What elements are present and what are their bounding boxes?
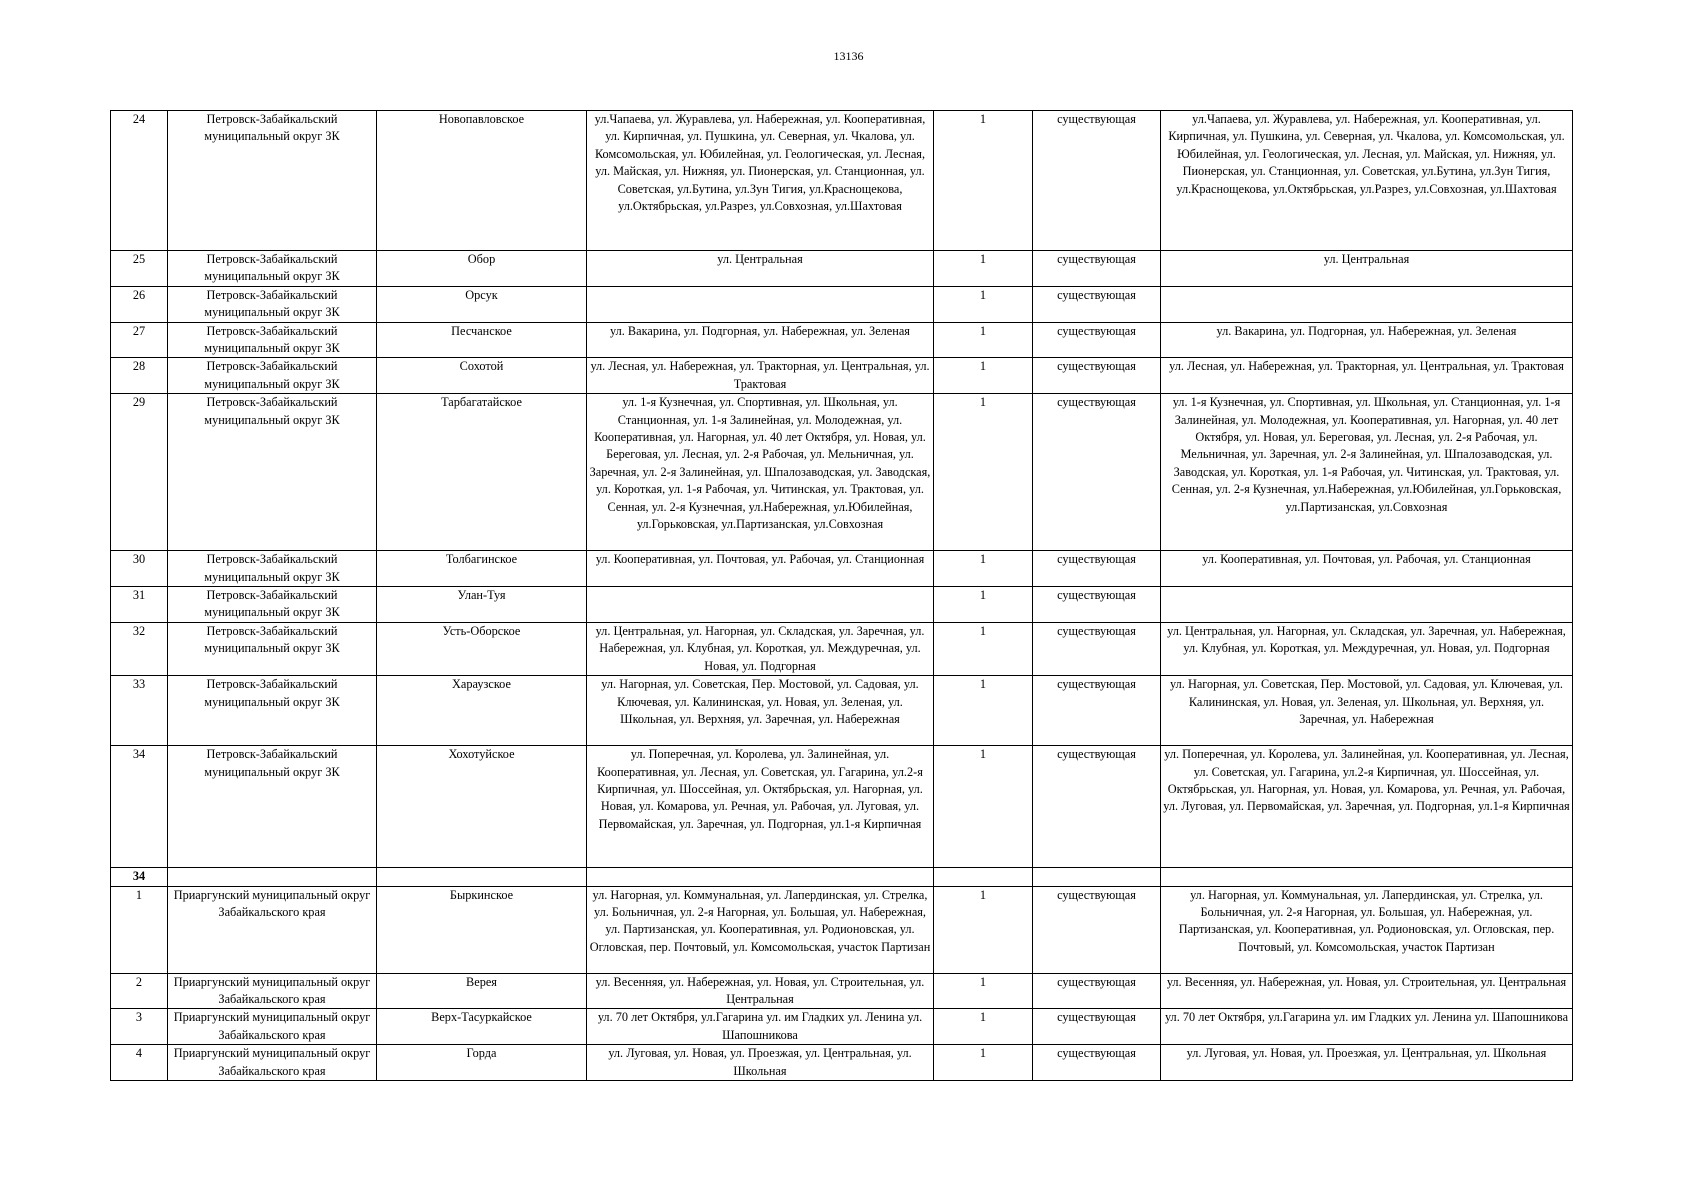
row-number: 3 xyxy=(111,1009,168,1045)
district-cell: Приаргунский муниципальный округ Забайкальского края xyxy=(168,1009,377,1045)
district-cell xyxy=(168,868,377,886)
settlement-cell: Верея xyxy=(377,973,587,1009)
streets-cell: ул. Лесная, ул. Набережная, ул. Тракторная, ул. Центральная, ул. Трактовая xyxy=(587,358,934,394)
count-cell: 1 xyxy=(934,322,1033,358)
settlement-cell: Толбагинское xyxy=(377,551,587,587)
streets-cell xyxy=(587,587,934,623)
streets-cell: ул. Нагорная, ул. Коммунальная, ул. Лапердинская, ул. Стрелка, ул. Больничная, ул. 2-я Нагорная, ул. Большая, ул. Набережная, ул. Партизанская, ул. Кооперативная, ул. Родионовская, ул. Огловская, пер. Почтовый, ул. Комсомольская, участок Партизан xyxy=(587,886,934,973)
count-cell: 1 xyxy=(934,394,1033,551)
settlement-cell: Орсук xyxy=(377,286,587,322)
streets-cell: ул. Луговая, ул. Новая, ул. Проезжая, ул. Центральная, ул. Школьная xyxy=(587,1045,934,1081)
streets-cell: ул. Вакарина, ул. Подгорная, ул. Набережная, ул. Зеленая xyxy=(587,322,934,358)
status-cell: существующая xyxy=(1033,551,1161,587)
streets-cell: ул. Центральная xyxy=(587,251,934,287)
count-cell: 1 xyxy=(934,251,1033,287)
district-cell: Петровск-Забайкальский муниципальный округ ЗК xyxy=(168,358,377,394)
status-cell: существующая xyxy=(1033,394,1161,551)
table-row xyxy=(111,358,1573,394)
count-cell: 1 xyxy=(934,358,1033,394)
count-cell: 1 xyxy=(934,676,1033,746)
status-cell: существующая xyxy=(1033,587,1161,623)
table-row xyxy=(111,111,1573,251)
district-cell: Петровск-Забайкальский муниципальный округ ЗК xyxy=(168,251,377,287)
status-cell: существующая xyxy=(1033,322,1161,358)
district-cell: Петровск-Забайкальский муниципальный округ ЗК xyxy=(168,622,377,675)
status-cell: существующая xyxy=(1033,746,1161,868)
streets-result-cell: ул. Весенняя, ул. Набережная, ул. Новая, ул. Строительная, ул. Центральная xyxy=(1161,973,1573,1009)
streets-result-cell: ул.Чапаева, ул. Журавлева, ул. Набережная, ул. Кооперативная, ул. Кирпичная, ул. Пушкина, ул. Северная, ул. Чкалова, ул. Комсомольская, ул. Юбилейная, ул. Геологическая, ул. Лесная, ул. Майская, ул. Нижняя, ул. Пионерская, ул. Станционная, ул. Советская, ул.Бутина, ул.Зун Тигия, ул.Краснощекова, ул.Октябрьская, ул.Разрез, ул.Совхозная, ул.Шахтовая xyxy=(1161,111,1573,251)
settlement-cell: Хохотуйское xyxy=(377,746,587,868)
settlement-cell: Сохотой xyxy=(377,358,587,394)
streets-result-cell: ул. Центральная, ул. Нагорная, ул. Складская, ул. Заречная, ул. Набережная, ул. Клубная, ул. Короткая, ул. Междуречная, ул. Новая, ул. Подгорная xyxy=(1161,622,1573,675)
settlement-cell: Новопавловское xyxy=(377,111,587,251)
settlement-cell: Верх-Тасуркайское xyxy=(377,1009,587,1045)
streets-result-cell: ул. Кооперативная, ул. Почтовая, ул. Рабочая, ул. Станционная xyxy=(1161,551,1573,587)
row-number: 33 xyxy=(111,676,168,746)
settlement-cell xyxy=(377,868,587,886)
streets-cell: ул. Нагорная, ул. Советская, Пер. Мостовой, ул. Садовая, ул. Ключевая, ул. Калининская, ул. Новая, ул. Зеленая, ул. Школьная, ул. Верхняя, ул. Заречная, ул. Набережная xyxy=(587,676,934,746)
status-cell: существующая xyxy=(1033,286,1161,322)
streets-result-cell: ул. Лесная, ул. Набережная, ул. Тракторная, ул. Центральная, ул. Трактовая xyxy=(1161,358,1573,394)
row-number: 26 xyxy=(111,286,168,322)
table-row xyxy=(111,394,1573,551)
streets-cell: ул. 70 лет Октября, ул.Гагарина ул. им Гладких ул. Ленина ул. Шапошникова xyxy=(587,1009,934,1045)
district-cell: Петровск-Забайкальский муниципальный округ ЗК xyxy=(168,587,377,623)
row-number: 27 xyxy=(111,322,168,358)
page-number: 13136 xyxy=(833,49,864,63)
table-row xyxy=(111,251,1573,287)
table-row xyxy=(111,676,1573,746)
settlement-cell: Усть-Оборское xyxy=(377,622,587,675)
streets-result-cell: ул. Вакарина, ул. Подгорная, ул. Набережная, ул. Зеленая xyxy=(1161,322,1573,358)
streets-result-cell: ул. 1-я Кузнечная, ул. Спортивная, ул. Школьная, ул. Станционная, ул. 1-я Залинейная, ул. Молодежная, ул. Кооперативная, ул. Нагорная, ул. 40 лет Октября, ул. Новая, ул. Береговая, ул. Лесная, ул. 2-я Рабочая, ул. Мельничная, ул. Заречная, ул. 2-я Залинейная, ул. Шпалозаводская, ул. Заводская, ул. Короткая, ул. 1-я Рабочая, ул. Читинская, ул. Трактовая, ул. Сенная, ул. 2-я Кузнечная, ул.Набережная, ул.Юбилейная, ул.Горьковская, ул.Партизанская, ул.Совхозная xyxy=(1161,394,1573,551)
streets-result-cell xyxy=(1161,286,1573,322)
streets-cell: ул.Чапаева, ул. Журавлева, ул. Набережная, ул. Кооперативная, ул. Кирпичная, ул. Пушкина, ул. Северная, ул. Чкалова, ул. Комсомольская, ул. Юбилейная, ул. Геологическая, ул. Лесная, ул. Майская, ул. Нижняя, ул. Пионерская, ул. Станционная, ул. Советская, ул.Бутина, ул.Зун Тигия, ул.Краснощекова, ул.Октябрьская, ул.Разрез, ул.Совхозная, ул.Шахтовая xyxy=(587,111,934,251)
district-cell: Приаргунский муниципальный округ Забайкальского края xyxy=(168,1045,377,1081)
status-cell: существующая xyxy=(1033,251,1161,287)
status-cell: существующая xyxy=(1033,622,1161,675)
status-cell: существующая xyxy=(1033,1045,1161,1081)
streets-result-cell: ул. Нагорная, ул. Советская, Пер. Мостовой, ул. Садовая, ул. Ключевая, ул. Калининская, ул. Новая, ул. Зеленая, ул. Школьная, ул. Верхняя, ул. Заречная, ул. Набережная xyxy=(1161,676,1573,746)
district-cell: Петровск-Забайкальский муниципальный округ ЗК xyxy=(168,322,377,358)
table-row xyxy=(111,1009,1573,1045)
table-row xyxy=(111,551,1573,587)
table-row xyxy=(111,886,1573,973)
table-row xyxy=(111,587,1573,623)
count-cell: 1 xyxy=(934,886,1033,973)
streets-result-cell: ул. Нагорная, ул. Коммунальная, ул. Лапердинская, ул. Стрелка, ул. Больничная, ул. 2-я Нагорная, ул. Большая, ул. Набережная, ул. Партизанская, ул. Кооперативная, ул. Родионовская, ул. Огловская, пер. Почтовый, ул. Комсомольская, участок Партизан xyxy=(1161,886,1573,973)
streets-result-cell xyxy=(1161,868,1573,886)
count-cell: 1 xyxy=(934,286,1033,322)
row-number: 34 xyxy=(111,746,168,868)
streets-result-cell: ул. 70 лет Октября, ул.Гагарина ул. им Гладких ул. Ленина ул. Шапошникова xyxy=(1161,1009,1573,1045)
streets-cell: ул. Весенняя, ул. Набережная, ул. Новая, ул. Строительная, ул. Центральная xyxy=(587,973,934,1009)
streets-cell xyxy=(587,868,934,886)
count-cell: 1 xyxy=(934,622,1033,675)
district-cell: Петровск-Забайкальский муниципальный округ ЗК xyxy=(168,111,377,251)
settlement-cell: Хараузское xyxy=(377,676,587,746)
table-row xyxy=(111,746,1573,868)
table-row xyxy=(111,973,1573,1009)
row-number: 28 xyxy=(111,358,168,394)
streets-result-cell: ул. Центральная xyxy=(1161,251,1573,287)
table-row xyxy=(111,322,1573,358)
row-number: 4 xyxy=(111,1045,168,1081)
table-row xyxy=(111,622,1573,675)
district-cell: Петровск-Забайкальский муниципальный округ ЗК xyxy=(168,394,377,551)
count-cell xyxy=(934,868,1033,886)
settlement-cell: Тарбагатайское xyxy=(377,394,587,551)
table-row xyxy=(111,1045,1573,1081)
streets-result-cell: ул. Луговая, ул. Новая, ул. Проезжая, ул. Центральная, ул. Школьная xyxy=(1161,1045,1573,1081)
streets-result-cell xyxy=(1161,587,1573,623)
status-cell: существующая xyxy=(1033,111,1161,251)
district-cell: Петровск-Забайкальский муниципальный округ ЗК xyxy=(168,551,377,587)
settlement-cell: Быркинское xyxy=(377,886,587,973)
status-cell xyxy=(1033,868,1161,886)
count-cell: 1 xyxy=(934,551,1033,587)
district-cell: Приаргунский муниципальный округ Забайкальского края xyxy=(168,973,377,1009)
table-row xyxy=(111,286,1573,322)
status-cell: существующая xyxy=(1033,886,1161,973)
row-number: 1 xyxy=(111,886,168,973)
count-cell: 1 xyxy=(934,746,1033,868)
streets-cell: ул. 1-я Кузнечная, ул. Спортивная, ул. Школьная, ул. Станционная, ул. 1-я Залинейная, ул. Молодежная, ул. Кооперативная, ул. Нагорная, ул. 40 лет Октября, ул. Новая, ул. Береговая, ул. Лесная, ул. 2-я Рабочая, ул. Мельничная, ул. Заречная, ул. 2-я Залинейная, ул. Шпалозаводская, ул. Заводская, ул. Короткая, ул. 1-я Рабочая, ул. Читинская, ул. Трактовая, ул. Сенная, ул. 2-я Кузнечная, ул.Набережная, ул.Юбилейная, ул.Горьковская, ул.Партизанская, ул.Совхозная xyxy=(587,394,934,551)
row-number: 34 xyxy=(111,868,168,886)
count-cell: 1 xyxy=(934,111,1033,251)
streets-cell: ул. Центральная, ул. Нагорная, ул. Складская, ул. Заречная, ул. Набережная, ул. Клубная, ул. Короткая, ул. Междуречная, ул. Новая, ул. Подгорная xyxy=(587,622,934,675)
status-cell: существующая xyxy=(1033,1009,1161,1045)
district-cell: Петровск-Забайкальский муниципальный округ ЗК xyxy=(168,746,377,868)
settlement-cell: Песчанское xyxy=(377,322,587,358)
streets-cell: ул. Поперечная, ул. Королева, ул. Залинейная, ул. Кооперативная, ул. Лесная, ул. Советская, ул. Гагарина, ул.2-я Кирпичная, ул. Шоссейная, ул. Октябрьская, ул. Нагорная, ул. Новая, ул. Комарова, ул. Речная, ул. Рабочая, ул. Луговая, ул. Первомайская, ул. Заречная, ул. Подгорная, ул.1-я Кирпичная xyxy=(587,746,934,868)
streets-cell: ул. Кооперативная, ул. Почтовая, ул. Рабочая, ул. Станционная xyxy=(587,551,934,587)
row-number: 32 xyxy=(111,622,168,675)
count-cell: 1 xyxy=(934,973,1033,1009)
settlement-cell: Горда xyxy=(377,1045,587,1081)
count-cell: 1 xyxy=(934,1045,1033,1081)
row-number: 24 xyxy=(111,111,168,251)
status-cell: существующая xyxy=(1033,973,1161,1009)
row-number: 25 xyxy=(111,251,168,287)
row-number: 30 xyxy=(111,551,168,587)
district-cell: Петровск-Забайкальский муниципальный округ ЗК xyxy=(168,676,377,746)
status-cell: существующая xyxy=(1033,358,1161,394)
row-number: 2 xyxy=(111,973,168,1009)
settlement-cell: Обор xyxy=(377,251,587,287)
table-row xyxy=(111,868,1573,886)
row-number: 29 xyxy=(111,394,168,551)
district-cell: Приаргунский муниципальный округ Забайкальского края xyxy=(168,886,377,973)
count-cell: 1 xyxy=(934,1009,1033,1045)
status-cell: существующая xyxy=(1033,676,1161,746)
streets-cell xyxy=(587,286,934,322)
district-cell: Петровск-Забайкальский муниципальный округ ЗК xyxy=(168,286,377,322)
settlement-cell: Улан-Туя xyxy=(377,587,587,623)
row-number: 31 xyxy=(111,587,168,623)
settlements-table xyxy=(110,110,1573,1081)
streets-result-cell: ул. Поперечная, ул. Королева, ул. Залинейная, ул. Кооперативная, ул. Лесная, ул. Советская, ул. Гагарина, ул.2-я Кирпичная, ул. Шоссейная, ул. Октябрьская, ул. Нагорная, ул. Новая, ул. Комарова, ул. Речная, ул. Рабочая, ул. Луговая, ул. Первомайская, ул. Заречная, ул. Подгорная, ул.1-я Кирпичная xyxy=(1161,746,1573,868)
count-cell: 1 xyxy=(934,587,1033,623)
